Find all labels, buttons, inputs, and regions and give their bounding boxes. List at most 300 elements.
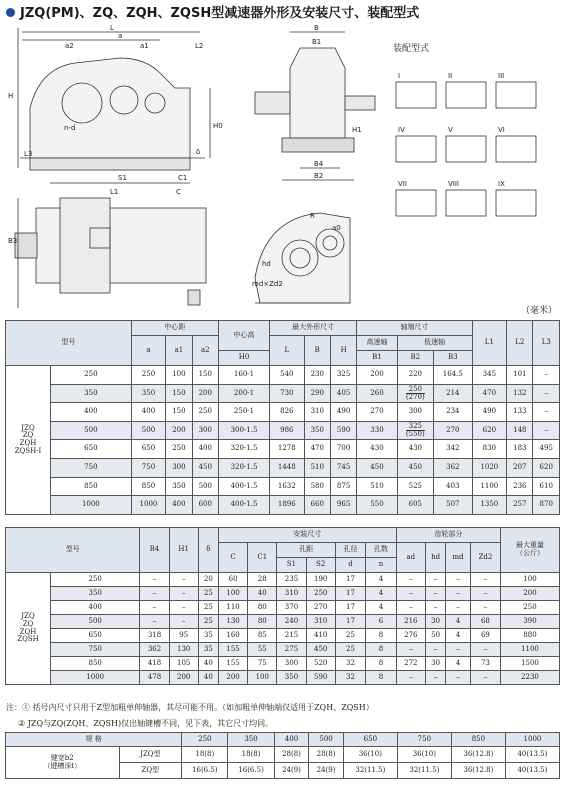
th2-d: d	[335, 558, 365, 573]
model-name: ZQH	[19, 627, 37, 636]
table-cell: 200-1	[218, 384, 269, 403]
table-cell: 325	[330, 366, 356, 385]
table-cell: 405	[330, 384, 356, 403]
th-a1: a1	[166, 336, 192, 366]
table-cell: 216	[396, 615, 425, 629]
table-cell: 750	[51, 458, 132, 477]
table-cell: 36(10)	[397, 747, 451, 763]
table-cell: –	[425, 573, 445, 587]
table-cell: 400	[51, 601, 140, 615]
table-cell: 25	[335, 629, 365, 643]
th-L1: L1	[472, 321, 507, 366]
model-name: JZQ	[21, 612, 35, 621]
table-row	[6, 747, 560, 763]
table-cell: 132	[507, 384, 533, 403]
table-cell: 148	[507, 421, 533, 440]
model-name: ZQ	[22, 431, 34, 440]
table-cell: –	[470, 643, 500, 657]
table-cell: 250	[166, 440, 192, 459]
dim-C1: C1	[178, 174, 188, 182]
table-cell: 35	[198, 643, 218, 657]
th-shaft: 轴端尺寸	[357, 321, 472, 336]
th2-B4: B4	[140, 528, 169, 573]
table-cell: 160	[218, 629, 247, 643]
table-cell: 342	[434, 440, 473, 459]
th2-hole-dia: 孔径	[335, 543, 365, 558]
table-cell: 105	[169, 657, 198, 671]
table-cell: 540	[270, 366, 305, 385]
table-cell: 215	[277, 629, 306, 643]
table-cell: 6	[366, 615, 396, 629]
table-cell: 4	[446, 629, 471, 643]
dim-B: B	[314, 24, 319, 32]
table-row	[6, 366, 560, 385]
th2-install: 安装尺寸	[218, 528, 396, 543]
table-cell: 830	[472, 440, 507, 459]
table-cell: 350	[304, 421, 330, 440]
fraction	[406, 386, 425, 401]
table-cell: 80	[248, 601, 277, 615]
plan-view	[15, 198, 206, 308]
table-cell: 500	[192, 477, 218, 496]
table-cell: –	[140, 587, 169, 601]
table-cell: 320-1.5	[218, 440, 269, 459]
table-cell: 18(8)	[182, 747, 228, 763]
table-cell: 25	[335, 643, 365, 657]
table-cell: 20	[198, 573, 218, 587]
table-cell: 110	[218, 601, 247, 615]
table-cell: 410	[306, 629, 335, 643]
table-cell: –	[396, 587, 425, 601]
table-cell: 510	[357, 477, 397, 496]
th-B1: B1	[357, 351, 397, 366]
table-cell: 400-1.5	[218, 496, 269, 515]
title-text: JZQ(PM)、ZQ、ZQH、ZQSH型减速器外形及安装尺寸、装配型式	[20, 6, 420, 21]
table-cell: 36(10)	[343, 747, 397, 763]
table-cell: 200	[192, 384, 218, 403]
table-cell: 100	[500, 573, 559, 587]
model-name: JZQ	[21, 423, 35, 432]
table-cell: 270	[357, 403, 397, 422]
table-cell: 507	[434, 496, 473, 515]
table-cell: –	[470, 601, 500, 615]
weight-unit: （公斤）	[515, 549, 544, 557]
table-cell: 200	[166, 421, 192, 440]
assembly-form-8: VIII	[448, 180, 459, 188]
table-cell: 200	[500, 587, 559, 601]
model-name: ZQH	[19, 438, 37, 447]
dim-R: R	[310, 212, 315, 220]
dim-hd: hd	[262, 260, 271, 268]
table-cell: 30	[425, 615, 445, 629]
table-cell: 32	[335, 671, 365, 685]
table-cell: 600	[192, 496, 218, 515]
assembly-form-9: IX	[498, 180, 505, 188]
table-cell: –	[533, 403, 560, 422]
assembly-form-7: VII	[398, 180, 407, 188]
assembly-forms	[396, 82, 536, 216]
table-cell: 330	[357, 421, 397, 440]
table-cell: 580	[304, 477, 330, 496]
table-cell: 24(9)	[309, 763, 344, 779]
fraction-top: 325	[406, 423, 425, 431]
table-cell: 190	[306, 573, 335, 587]
th-a2: a2	[192, 336, 218, 366]
th2-gear: 齿轮部分	[396, 528, 500, 543]
dim-L1: L1	[110, 188, 119, 196]
table-cell: 240	[277, 615, 306, 629]
table-cell: 100	[248, 671, 277, 685]
table-cell: 28	[248, 573, 277, 587]
table-cell: 164.5	[434, 366, 473, 385]
th2-S2: S2	[306, 558, 335, 573]
dim-H: H	[8, 92, 14, 100]
table-cell: 36(12.8)	[451, 763, 505, 779]
table-cell: 400-1.5	[218, 477, 269, 496]
table-cell: 870	[533, 496, 560, 515]
table-cell: 490	[330, 403, 356, 422]
dim-B1: B1	[312, 38, 322, 46]
table-cell: 650	[51, 440, 132, 459]
table-row	[6, 496, 560, 515]
table-cell: 605	[397, 496, 433, 515]
dim-H0: H0	[213, 122, 223, 130]
table-cell: 200	[169, 671, 198, 685]
table-cell: 4	[366, 601, 396, 615]
table-row	[6, 421, 560, 440]
table-cell: –	[470, 671, 500, 685]
table-cell: 1350	[472, 496, 507, 515]
table-cell: 300	[277, 657, 306, 671]
table-cell: 85	[248, 629, 277, 643]
table-cell: 430	[397, 440, 433, 459]
table-cell: 100	[218, 587, 247, 601]
table-cell: 32(11.5)	[397, 763, 451, 779]
dim-delta: δ	[196, 148, 201, 156]
table-cell: 826	[270, 403, 305, 422]
table-cell: 650	[131, 440, 166, 459]
table-cell: 370	[277, 601, 306, 615]
table-cell: 25	[198, 601, 218, 615]
table-cell: –	[396, 601, 425, 615]
table-cell: 500	[131, 421, 166, 440]
th-model: 型号	[6, 321, 132, 366]
table-cell: 250	[306, 587, 335, 601]
table-cell: 260	[357, 384, 397, 403]
table-cell: 510	[304, 458, 330, 477]
table-cell: 590	[306, 671, 335, 685]
table-cell: 525	[397, 477, 433, 496]
table-cell: 130	[169, 643, 198, 657]
table-cell: 730	[270, 384, 305, 403]
th2-md: md	[446, 543, 471, 573]
table-cell: 101	[507, 366, 533, 385]
table-cell: 32(11.5)	[343, 763, 397, 779]
table-cell: 700	[330, 440, 356, 459]
th2-n: n	[366, 558, 396, 573]
table-cell: 350	[277, 671, 306, 685]
table-cell: 95	[169, 629, 198, 643]
th2-H1: H1	[169, 528, 198, 573]
table-row	[6, 671, 560, 685]
table-cell: –	[140, 573, 169, 587]
table-cell: –	[470, 587, 500, 601]
dim-C: C	[176, 188, 181, 196]
table-cell: 310	[277, 587, 306, 601]
table-cell: 28(8)	[309, 747, 344, 763]
table-cell: 350	[51, 587, 140, 601]
th2-S1: S1	[277, 558, 306, 573]
table-cell: 500	[51, 615, 140, 629]
th2-delta: δ	[198, 528, 218, 573]
table-cell: 362	[140, 643, 169, 657]
table-cell: –	[446, 643, 471, 657]
fraction-bottom: (550)	[405, 429, 425, 438]
table-cell: 1632	[270, 477, 305, 496]
spec-size: 850	[451, 733, 505, 747]
table-cell: 40(13.5)	[505, 763, 559, 779]
table-cell: 270	[306, 601, 335, 615]
table-cell	[397, 421, 433, 440]
table-cell: 345	[472, 366, 507, 385]
table-cell: 17	[335, 573, 365, 587]
keyway-table	[5, 732, 560, 779]
table-row	[6, 573, 560, 587]
table-cell: 520	[306, 657, 335, 671]
table-cell: 250	[51, 366, 132, 385]
table-cell: 16(6.5)	[228, 763, 274, 779]
assembly-form-6: VI	[498, 126, 505, 134]
table-cell: –	[446, 573, 471, 587]
th2-holes: 孔距	[277, 543, 335, 558]
table-cell: 8	[366, 643, 396, 657]
table-cell: 17	[335, 615, 365, 629]
table-row	[6, 615, 560, 629]
table-cell: –	[396, 643, 425, 657]
th-B: B	[304, 336, 330, 366]
dim-a2: a2	[65, 42, 74, 50]
table-cell: 69	[470, 629, 500, 643]
table-cell: 250	[192, 403, 218, 422]
fraction	[406, 423, 425, 438]
table-cell: 183	[507, 440, 533, 459]
table-cell: 80	[248, 615, 277, 629]
table-cell: –	[140, 615, 169, 629]
table-cell: 290	[304, 384, 330, 403]
table-cell: 610	[533, 477, 560, 496]
th2-model: 型号	[6, 528, 140, 573]
row-head-text: 键宽b2	[50, 753, 74, 762]
table-cell: –	[446, 587, 471, 601]
th-L3: L3	[533, 321, 560, 366]
dimension-table	[5, 320, 560, 515]
assembly-form-5: V	[448, 126, 453, 134]
table-cell: –	[140, 601, 169, 615]
table-cell: 234	[434, 403, 473, 422]
table-cell: 1000	[51, 496, 132, 515]
table-cell: 150	[192, 366, 218, 385]
th-low: 低速轴	[397, 336, 472, 351]
table-cell: –	[169, 615, 198, 629]
table-cell: 155	[218, 657, 247, 671]
model-name: ZQ	[22, 619, 34, 628]
fraction-top: 250	[406, 386, 425, 394]
table-cell: 403	[434, 477, 473, 496]
table-cell: 257	[507, 496, 533, 515]
table-cell: 470	[472, 384, 507, 403]
dim-a0: a0	[332, 224, 341, 232]
table-cell: –	[533, 421, 560, 440]
table-cell: 68	[470, 615, 500, 629]
table-cell: 36(12.8)	[451, 747, 505, 763]
table-cell: 310	[304, 403, 330, 422]
table-cell: 880	[500, 629, 559, 643]
table-cell: 350	[131, 384, 166, 403]
table-cell: 30	[425, 657, 445, 671]
th2-weight	[500, 528, 559, 573]
table-cell: 1278	[270, 440, 305, 459]
table-cell: 40(13.5)	[505, 747, 559, 763]
dim-B4: B4	[314, 160, 324, 168]
table-row	[6, 657, 560, 671]
table-cell: 318	[140, 629, 169, 643]
table-cell: 207	[507, 458, 533, 477]
table-row	[6, 587, 560, 601]
table-cell: 200	[357, 366, 397, 385]
table-row	[6, 440, 560, 459]
th2-ad: ad	[396, 543, 425, 573]
table-cell: 850	[131, 477, 166, 496]
table-cell: 400	[166, 496, 192, 515]
dim-a: a	[118, 32, 123, 40]
assembly-form-3: III	[498, 72, 505, 80]
table-cell: 620	[472, 421, 507, 440]
th2-hd: hd	[425, 543, 445, 573]
table-cell: 490	[472, 403, 507, 422]
table-cell: 4	[446, 615, 471, 629]
spec-size: 500	[309, 733, 344, 747]
table-cell: –	[169, 601, 198, 615]
table-cell: 40	[248, 587, 277, 601]
key-type: ZQ型	[119, 763, 182, 779]
model-name: ZQSH-I	[14, 446, 42, 455]
table-row	[6, 403, 560, 422]
th-a: a	[131, 336, 166, 366]
table-cell: –	[169, 573, 198, 587]
table-cell: –	[533, 366, 560, 385]
table-cell: 130	[218, 615, 247, 629]
th-L2: L2	[507, 321, 533, 366]
table-cell: 275	[277, 643, 306, 657]
table-cell: 1020	[472, 458, 507, 477]
th-B3: B3	[434, 351, 473, 366]
table-row	[6, 601, 560, 615]
th2-zd2: Zd2	[470, 543, 500, 573]
table-cell: 320-1.5	[218, 458, 269, 477]
table-cell: 1100	[500, 643, 559, 657]
table-cell: 236	[507, 477, 533, 496]
table-cell: 660	[304, 496, 330, 515]
table-cell: 850	[51, 657, 140, 671]
table-cell: 73	[470, 657, 500, 671]
table-cell: –	[446, 601, 471, 615]
dim-n-d: n-d	[64, 124, 76, 132]
table-cell: 1000	[131, 496, 166, 515]
th-high: 高速轴	[357, 336, 397, 351]
table-cell: 25	[198, 615, 218, 629]
table-cell: 272	[396, 657, 425, 671]
table-cell: 478	[140, 671, 169, 685]
table-cell: 350	[166, 477, 192, 496]
table-cell: 40	[198, 657, 218, 671]
dim-B2: B2	[314, 172, 324, 180]
model-name: ZQSH	[17, 635, 39, 644]
table-cell: 2230	[500, 671, 559, 685]
spec-size: 1000	[505, 733, 559, 747]
table-cell: 590	[330, 421, 356, 440]
table-cell: –	[169, 587, 198, 601]
table-row	[6, 384, 560, 403]
spec-size: 350	[228, 733, 274, 747]
spec-size: 400	[274, 733, 309, 747]
table-cell: 750	[131, 458, 166, 477]
table-cell: 200	[218, 671, 247, 685]
row-head-text: （键槽深t）	[43, 761, 82, 770]
assembly-form-4: IV	[398, 126, 405, 134]
table-cell: 1500	[500, 657, 559, 671]
model-cell	[6, 366, 51, 515]
table-cell: 24(9)	[274, 763, 309, 779]
table-cell: 1000	[51, 671, 140, 685]
table-cell: 75	[248, 657, 277, 671]
spec-size: 250	[182, 733, 228, 747]
table-cell: –	[396, 573, 425, 587]
table-cell: 300	[166, 458, 192, 477]
table-cell: 450	[306, 643, 335, 657]
table-cell: 40	[198, 671, 218, 685]
table-cell: 35	[198, 629, 218, 643]
table-cell: –	[425, 587, 445, 601]
key-type: JZQ型	[119, 747, 182, 763]
table-cell: 1100	[472, 477, 507, 496]
spec-size: 650	[343, 733, 397, 747]
table-cell: 250-1	[218, 403, 269, 422]
table-cell: 17	[335, 601, 365, 615]
th2-hole-num: 孔数	[366, 543, 396, 558]
unit-label: （毫米）	[520, 306, 557, 316]
notes	[6, 700, 374, 732]
table-cell: 230	[304, 366, 330, 385]
note-1: 注：① 括号内尺寸只用于Z型加粗单伸轴器，其尽可能不用。（如加粗单伸轴端仅适用于ZQH、ZQSH）	[6, 703, 374, 712]
table-cell: 133	[507, 403, 533, 422]
table-cell: 214	[434, 384, 473, 403]
table-cell: 160-1	[218, 366, 269, 385]
table-cell: 270	[434, 421, 473, 440]
table-cell: 470	[304, 440, 330, 459]
table-cell: 155	[218, 643, 247, 657]
table-cell	[397, 384, 433, 403]
dim-md-zd2: md×Zd2	[252, 280, 283, 288]
table-row	[6, 629, 560, 643]
th-center-height: 中心高	[218, 321, 269, 351]
table-cell: –	[533, 384, 560, 403]
table-cell: 986	[270, 421, 305, 440]
table-cell: 450	[357, 458, 397, 477]
table-cell: 1448	[270, 458, 305, 477]
th-H0: H0	[218, 351, 269, 366]
dim-H1: H1	[352, 126, 362, 134]
table-cell: 17	[335, 587, 365, 601]
